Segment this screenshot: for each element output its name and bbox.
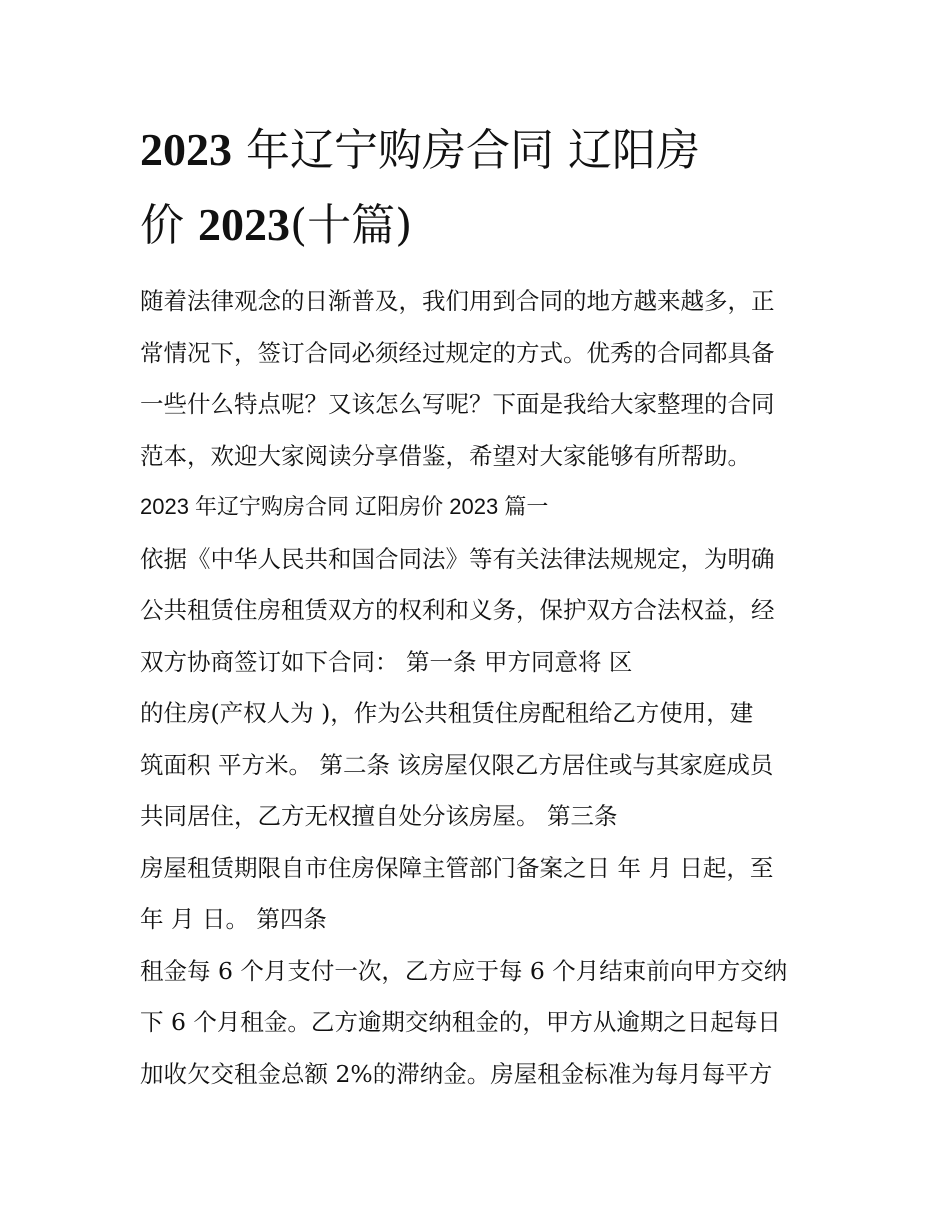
contract-line: 依据《中华人民共和国合同法》等有关法律法规规定，为明确 [140, 544, 775, 573]
contract-line: 筑面积 平方米。 第二条 该房屋仅限乙方居住或与其家庭成员 [140, 750, 774, 779]
document-title [140, 113, 820, 263]
contract-line: 下 6 个月租金。乙方逾期交纳租金的，甲方从逾期之日起每日 [140, 1008, 781, 1036]
contract-line: 公共租赁住房租赁双方的权利和义务，保护双方合法权益，经 [140, 596, 775, 624]
intro-line: 一些什么特点呢？又该怎么写呢？下面是我给大家整理的合同 [140, 390, 775, 418]
title-year: 2023 [198, 199, 290, 250]
contract-line: 年 月 日。 第四条 [140, 905, 327, 933]
contract-line: 加收欠交租金总额 2%的滞纳金。房屋租金标准为每月每平方 [140, 1059, 773, 1088]
document-body [140, 279, 820, 1103]
title-text: 年辽宁购房合同 辽阳房 [232, 125, 700, 176]
contract-line: 共同居住，乙方无权擅自处分该房屋。 第三条 [140, 802, 618, 830]
contract-line: 房屋租赁期限自市住房保障主管部门备案之日 年 月 日起，至 [140, 853, 774, 882]
intro-line: 随着法律观念的日渐普及，我们用到合同的地方越来越多，正 [140, 287, 775, 315]
title-text: (十篇) [290, 200, 413, 251]
contract-line: 租金每 6 个月支付一次，乙方应于每 6 个月结束前向甲方交纳 [140, 956, 788, 985]
contract-line: 的住房(产权人为 )，作为公共租赁住房配租给乙方使用，建 [140, 699, 754, 727]
title-text: 价 [140, 200, 198, 251]
intro-line: 范本，欢迎大家阅读分享借鉴，希望对大家能够有所帮助。 [140, 441, 751, 470]
contract-line: 双方协商签订如下合同： 第一条 甲方同意将 区 [140, 647, 633, 676]
section-heading: 2023 年辽宁购房合同 辽阳房价 2023 篇一 [140, 494, 549, 519]
title-line-1 [140, 113, 820, 188]
title-year: 2023 [140, 124, 232, 175]
intro-line: 常情况下，签订合同必须经过规定的方式。优秀的合同都具备 [140, 338, 775, 367]
title-line-2 [140, 188, 820, 263]
